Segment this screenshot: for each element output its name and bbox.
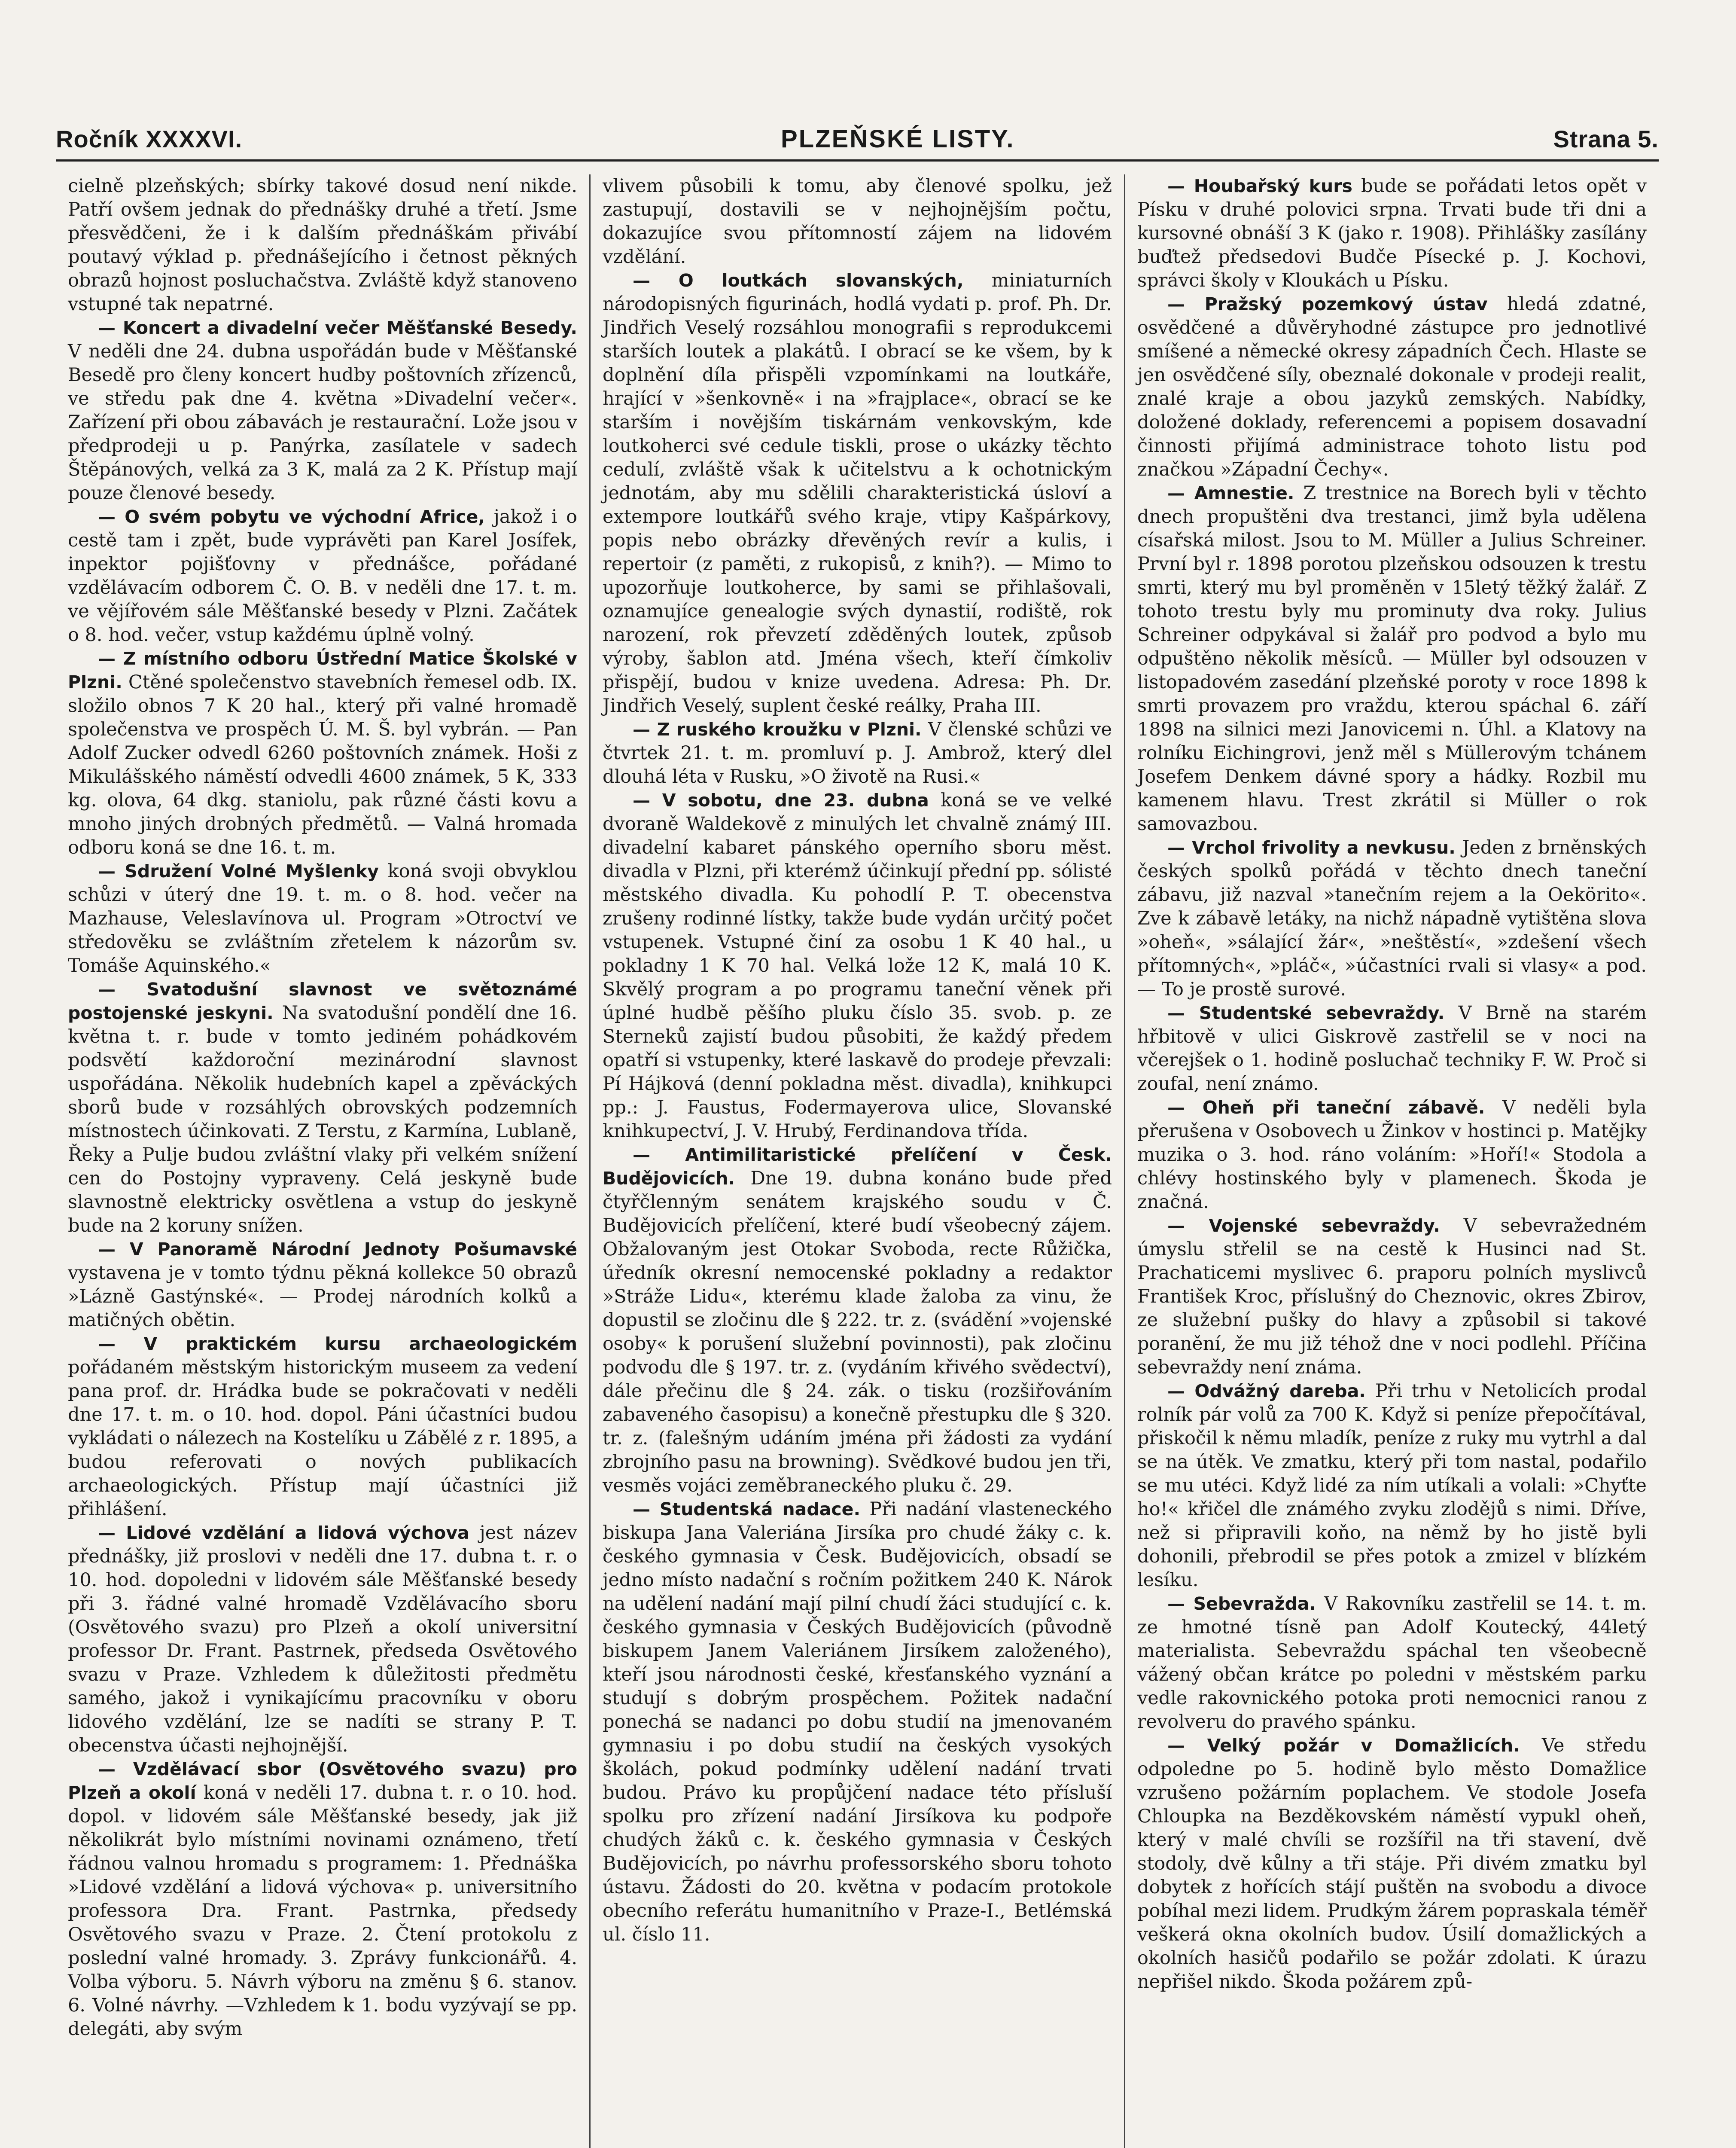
article-heading: — Sebevražda.: [1167, 1593, 1316, 1614]
article-paragraph: [1137, 482, 1647, 836]
article-heading: — Vrchol frivolity a nevkusu.: [1167, 837, 1456, 858]
article-paragraph: [603, 1498, 1112, 1947]
article-text: jest název přednášky, již proslovi v neděli dne 17. dubna t. r. o 10. hod. dopoledni v lidovém sále Měšťanské besedy při 3. řádné valné hromadě Vzdělávacího sboru (Osvětového svazu) pro Plzeň a okolí universitní professor Dr. Frant. Pastrnek, předseda Osvětového svazu v Praze. Vzhledem k důležitosti předmětu samého, jakož i vynikajícímu pracovníku v oboru lidového vzdělání, lze se nadíti se strany P. T. obecenstva účasti nejhojnější.: [68, 1522, 577, 1756]
article-text: hledá zdatné, osvědčené a důvěryhodné zástupce pro jednotlivé smíšené a německé okresy západních Čech. Hlaste se jen osvědčené síly, obeznalé dokonale v prodeji realit, znalé kraje a obou jazyků zemských. Nabídky, doložené doklady, referencemi a popisem dosavadní činnosti přijímá administrace tohoto listu pod značkou »Západní Čechy«.: [1137, 293, 1647, 480]
article-paragraph: [1137, 1379, 1647, 1592]
page-header: [56, 125, 1659, 162]
article-paragraph: [68, 1757, 577, 2041]
article-text: vystavena je v tomto týdnu pěkná kollekce 50 obrazů »Lázně Gastýnské«. — Prodej národních kolků a matičných obětin.: [68, 1262, 577, 1331]
article-heading: — Studentské sebevraždy.: [1167, 1003, 1445, 1023]
column-2: [589, 174, 1124, 2148]
article-heading: — Lidové vzdělání a lidová výchova: [98, 1523, 469, 1543]
article-text: koná v neděli 17. dubna t. r. o 10. hod. dopol. v lidovém sále Měšťanské besedy, jak již několikrát bylo místními novinami oznámeno, třetí řádnou valnou hromadu s programem: 1. Přednáška »Lidové vzdělání a lidová výchova« p. universitního professora Dra. Frant. Pastrnka, předsedy Osvětového svazu v Praze. 2. Čtení protokolu z poslední valné hromady. 3. Zprávy funkcionářů. 4. Volba výboru. 5. Návrh výboru na změnu § 6. stanov. 6. Volné návrhy. —Vzhledem k 1. bodu vyzývají se pp. delegáti, aby svým: [68, 1782, 577, 2040]
article-columns: [56, 174, 1659, 2148]
article-heading: — Svatodušní slavnost ve světoznámé postojenské jeskyni.: [68, 979, 577, 1023]
article-paragraph: [68, 860, 577, 978]
article-text: jakož i o cestě tam i zpět, bude vyprávěti pan Karel Josífek, inpektor pojišťovny v přednášce, pořádané vzdělávacím odborem Č. O. B. v neděli dne 17. t. m. ve vějířovém sále Měšťanské besedy v Plzni. Začátek o 8. hod. večer, vstup každému úplně volný.: [68, 506, 578, 646]
article-heading: — Sdružení Volné Myšlenky: [98, 861, 379, 882]
article-paragraph: [68, 316, 577, 505]
article-paragraph: [68, 505, 577, 647]
article-paragraph: [603, 789, 1112, 1143]
article-paragraph: [603, 174, 1112, 269]
article-paragraph: [1137, 293, 1647, 482]
article-text: Ve středu odpoledne po 5. hodině bylo město Domažlice vzrušeno požárním poplachem. Ve stodole Josefa Chloupka na Bezděkovském náměstí vypukl oheň, který v malé chvíli se rozšířil na tři stavení, dvě stodoly, dvě kůlny a tři stáje. Při divém zmatku byl dobytek z hořících stájí puštěn na svobodu a divoce pobíhal mezi lidem. Prudkým žárem popraskala téměř veškerá okna okolních budov. Úsilí domažlických a okolních hasičů podařilo se požár zdolati. K úrazu nepřišel nikdo. Škoda požárem způ-: [1137, 1735, 1647, 1992]
article-paragraph: [1137, 1214, 1647, 1379]
article-text: Při trhu v Netolicích prodal rolník pár volů za 700 K. Když si peníze přepočítával, přiskočil k němu mladík, peníze z ruky mu vytrhl a dal se na útěk. Ve zmatku, který při tom nastal, podařilo se mu utéci. Když lidé za ním utíkali a volali: »Chyťte ho!« křičel dle známého zvyku zlodějů s nimi. Dříve, než si připravili koňo, na němž by ho jistě byli dohonili, přebrodil se přes potok a zmizel v blízkém lesíku.: [1137, 1380, 1647, 1591]
article-text: pořádaném městským historickým museem za vedení pana prof. dr. Hrádka bude se pokračovati v neděli dne 17. t. m. o 10. hod. dopol. Páni účastníci budou vykládati o nálezech na Kostelíku u Zábělé z r. 1895, a budou referovati o nových publikacích archaeologických. Přístup mají účastníci již přihlášení.: [68, 1357, 577, 1520]
article-text: V členské schůzi ve čtvrtek 21. t. m. promluví p. J. Ambrož, který dlel dlouhá léta v Rusku, »O životě na Rusi.«: [603, 719, 1112, 787]
article-text: Při nadání vlasteneckého biskupa Jana Valeriána Jirsíka pro chudé žáky c. k. českého gymnasia v Česk. Budějovicích, obsadí se jedno místo nadační s ročním požitkem 240 K. Nárok na udělení nadání mají pilní chudí žáci studující c. k. českého gymnasia v Českých Budějovicích (původně biskupem Janem Valeriánem Jirsíkem založeného), kteří jsou národnosti české, křesťanského vyznání a studují s dobrým prospěchem. Požitek nadační ponechá se nadanci po dobu studií na jmenovaném gymnasiu i po dobu studií na českých vysokých školách, pokud podmínky udělení nadání trvati budou. Právo ku propůjčení nadace této přísluší spolku pro zřízení nadání Jirsíkova ku podpoře chudých žáků c. k. českého gymnasia v Českých Budějovicích, po návrhu professorského sboru tohoto ústavu. Žádosti do 20. května v podacím protokole obecního referátu humanitního v Praze-I., Betlémská ul. číslo 11.: [603, 1498, 1112, 1945]
article-paragraph: [1137, 1096, 1647, 1214]
article-paragraph: [68, 978, 577, 1238]
article-text: bude se pořádati letos opět v Písku v druhé polovici srpna. Trvati bude tři dni a kursovné obnáší 3 K (jako r. 1908). Přihlášky zasílány buďtež předsedovi Budče Písecké p. J. Kochovi, správci školy v Kloukách u Písku.: [1137, 175, 1647, 291]
article-paragraph: [68, 1238, 577, 1332]
article-heading: — V sobotu, dne 23. dubna: [633, 790, 929, 811]
article-heading: — O loutkách slovanských,: [633, 270, 964, 291]
article-heading: — Vzdělávací sbor (Osvětového svazu) pro Plzeň a okolí: [68, 1759, 577, 1803]
article-text: cielně plzeňských; sbírky takové dosud není nikde. Patří ovšem jednak do přednášky druhé a třetí. Jsme přesvědčeni, že i k dalším přednáškám přivábí poutavý výklad p. přednášejícího i četnost pěkných obrazů hojnost posluchačstva. Zvláště když stanoveno vstupné tak nepatrné.: [68, 175, 577, 315]
article-heading: — Studentská nadace.: [633, 1499, 861, 1519]
volume-label: Ročník XXXXVI.: [56, 125, 243, 153]
article-paragraph: [603, 718, 1112, 789]
article-text: vlivem působili k tomu, aby členové spolku, jež zastupují, dostavili se v nejhojnějším počtu, dokazujíce svou přítomností zájem na lidovém vzdělání.: [603, 175, 1112, 268]
page-number: Strana 5.: [1553, 125, 1659, 153]
column-3: [1124, 174, 1659, 2148]
article-text: Z trestnice na Borech byli v těchto dnech propuštěni dva trestanci, jimž byla udělena císařská milost. Jsou to M. Müller a Julius Schreiner. První byl r. 1898 porotou plzeňskou odsouzen k trestu smrti, který mu byl proměněn v 15letý těžký žalář. Z tohoto trestu byly mu prominuty dva roky. Julius Schreiner odpykával si žalář pro podvod a bylo mu odpuštěno několik měsíců. — Müller byl odsouzen v listopadovém zasedání plzeňské poroty v roce 1898 k smrti provazem pro vraždu, kterou spáchal 6. září 1898 na silnici mezi Janovicemi n. Úhl. a Klatovy na rolníku Eichingrovi, jenž měl s Müllerovým tchánem Josefem Denkem dávné spory a hádky. Rozbil mu kamenem hlavu. Trest zkrátil si Müller o rok samovazbou.: [1137, 482, 1647, 835]
article-text: koná svoji obvyklou schůzi v úterý dne 19. t. m. o 8. hod. večer na Mazhause, Veleslavínova ul. Program »Otroctví ve středověku se zvláštním zřetelem k názorům sv. Tomáše Aquinského.«: [68, 860, 577, 976]
article-paragraph: [1137, 1734, 1647, 1994]
article-paragraph: [68, 647, 577, 860]
article-heading: — Amnestie.: [1167, 483, 1294, 503]
article-heading: — V Panoramě Národní Jednoty Pošumavské: [98, 1239, 577, 1260]
article-paragraph: [1137, 174, 1647, 293]
article-text: miniaturních národopisných figurinách, hodlá vydati p. prof. Ph. Dr. Jindřich Veselý rozsáhlou monografii s reprodukcemi starších loutek a plakátů. I obrací se ke všem, by k doplnění díla přispěli vzpomínkami na loutkáře, hrající v »šenkovně« i na »frajplace«, obrací se ke starším i novějším tiskárnám venkovským, kde loutkoherci své cedule tiskli, prose o ukázky těchto cedulí, zvláště však k učitelstvu a k ochotnickým jednotám, aby mu sdělili charakteristická úsloví a extempore loutkářů svého kraje, vtipy Kašpárkovy, popis nebo obrázky dřevěných revír a kulis, i repertoir (z paměti, z rukopisů, z knih?). — Mimo to upozorňuje loutkoherce, by sami se přihlašovali, oznamujíce genealogie svých dynastií, rodiště, rok narození, rok převzetí zděděných loutek, způsob výroby, šablon atd. Jména všech, kteří čímkoliv přispějí, budou v knize uvedena. Adresa: Ph. Dr. Jindřich Veselý, suplent české reálky, Praha III.: [603, 270, 1112, 717]
article-heading: — Odvážný dareba.: [1167, 1381, 1366, 1401]
article-heading: — Vojenské sebevraždy.: [1167, 1215, 1440, 1236]
article-paragraph: [1137, 836, 1647, 1001]
article-paragraph: [68, 174, 577, 316]
article-text: Ctěné společenstvo stavebních řemesel odb. IX. složilo obnos 7 K 20 hal., který při valné hromadě společenstva ve prospěch Ú. M. Š. byl vybrán. — Pan Adolf Zucker odvedl 6260 poštovních známek. Hoši z Mikulášského náměstí odvedli 4600 známek, 5 K, 333 kg. olova, 64 dkg. staniolu, pak různé části kovu a mnoho jiných drobných předmětů. — Valná hromada odboru koná se dne 16. t. m.: [68, 671, 577, 858]
article-heading: — V praktickém kursu archaeologickém: [98, 1333, 577, 1354]
article-text: koná se ve velké dvoraně Waldekově z minulých let chvalně známý III. divadelní kabaret pánského operního sboru měst. divadla v Plzni, při kterémž účinkují přední pp. sólisté městského divadla. Ku pohodlí P. T. obecenstva zrušeny rodinné lístky, takže bude vydán určitý počet vstupenek. Vstupné činí za osobu 1 K 40 hal., u pokladny 1 K 70 hal. Velká lože 12 K, malá 10 K. Skvělý program a po programu taneční věnek při úplné hudbě pěšího pluku číslo 35. svob. p. ze Sterneků zajistí budou působiti, že každý předem opatří si vstupenky, které laskavě do prodeje převzali: Pí Hájková (denní pokladna měst. divadla), knihkupci pp.: J. Faustus, Fodermayerova ulice, Slovanské knihkupectví, J. V. Hrubý, Ferdinandova třída.: [603, 790, 1112, 1142]
masthead-title: PLZEŇSKÉ LISTY.: [781, 125, 1015, 153]
article-paragraph: [603, 269, 1112, 718]
article-heading: — Z místního odboru Ústřední Matice Školské v Plzni.: [68, 648, 577, 693]
article-heading: — Koncert a divadelní večer Měšťanské Besedy.: [98, 317, 577, 338]
article-heading: — Antimilitaristické přelíčení v Česk. Budějovicích.: [603, 1144, 1112, 1189]
article-paragraph: [1137, 1592, 1647, 1734]
article-heading: — Velký požár v Domažlicích.: [1167, 1735, 1520, 1756]
article-text: V neděli byla přerušena v Osobovech u Žinkov v hostinci p. Matějky muzika o 3. hod. ráno voláním: »Hoří!« Stodola a chlévy hostinského byly v plamenech. Škoda je značná.: [1137, 1097, 1647, 1213]
column-1: [56, 174, 589, 2148]
article-text: V neděli dne 24. dubna uspořádán bude v Měšťanské Besedě pro členy koncert hudby poštovních zřízenců, ve středu pak dne 4. května »Divadelní večer«. Zařízení při obou zábavách je restaurační. Lože jsou v předprodeji u p. Panýrka, zasílatele v sadech Štěpánových, velká za 3 K, malá za 2 K. Přístup mají pouze členové besedy.: [68, 341, 577, 504]
article-paragraph: [1137, 1001, 1647, 1096]
article-text: Jeden z brněnských českých spolků pořádá v těchto dnech taneční zábavu, již nazval »tanečním rejem a la Oekörito«. Zve k zábavě letáky, na nichž nápadně vytištěna slova »oheň«, »sálající žár«, »neštěstí«, »zdešení všech přítomných«, »pláč«, »účastníci rvali si vlasy« a pod. — To je prostě surové.: [1137, 837, 1647, 1000]
article-heading: — O svém pobytu ve východní Africe,: [98, 506, 485, 527]
article-text: V Brně na starém hřbitově v ulici Giskrově zastřelil se v noci na včerejšek o 1. hodině posluchač techniky F. W. Proč si zoufal, není známo.: [1137, 1002, 1647, 1095]
article-text: V sebevražedném úmyslu střelil se na cestě k Husinci nad St. Prachaticemi myslivec 6. praporu polních myslivců František Kroc, příslušný do Cheznovic, okres Zbirov, ze služební pušky do hlavy a způsobil si takové poranění, že mu již téhož dne v noci podlehl. Příčina sebevraždy není známa.: [1137, 1215, 1647, 1378]
article-paragraph: [68, 1521, 577, 1757]
article-heading: — Oheň při taneční zábavě.: [1167, 1097, 1485, 1118]
article-text: Na svatodušní pondělí dne 16. května t. r. bude v tomto jediném pohádkovém podsvětí každoroční mezinárodní slavnost uspořádána. Několik hudebních kapel a zpěváckých sborů bude v rozsáhlých obrovských podzemních místnostech účinkovati. Z Terstu, z Karmína, Lublaně, Řeky a Pulje budou zvláštní vlaky při velkém snížení cen do Postojny vypraveny. Celá jeskyně bude slavnostně elektricky osvětlena a vstup do jeskyně bude na 2 koruny snížen.: [68, 1002, 578, 1236]
article-paragraph: [68, 1332, 577, 1521]
article-text: V Rakovníku zastřelil se 14. t. m. ze hmotné tísně pan Adolf Koutecký, 44letý materialista. Sebevraždu spáchal ten všeobecně vážený občan krátce po poledni v městském parku vedle rakovnického potoka proti nemocnici ranou z revolveru do pravého spánku.: [1137, 1593, 1647, 1733]
article-heading: — Houbařský kurs: [1167, 176, 1352, 196]
article-paragraph: [603, 1143, 1112, 1498]
article-heading: — Pražský pozemkový ústav: [1167, 294, 1488, 314]
article-heading: — Z ruského kroužku v Plzni.: [633, 719, 922, 740]
article-text: Dne 19. dubna konáno bude před čtyřčlenným senátem krajského soudu v Č. Budějovicích přelíčení, které budí všeobecný zájem. Obžalovaným jest Otokar Svoboda, recte Růžička, úředník okresní nemocenské pokladny a redaktor »Stráže Lidu«, kterému klade žaloba za vinu, že dopustil se zločinu dle § 222. tr. z. (svádění »vojenské osoby« k porušení služební povinnosti), pak zločinu podvodu dle § 197. tr. z. (vydáním křivého svědectví), dále přečinu dle § 24. zák. o tisku (rozšiřováním zabaveného časopisu) a konečně přestupku dle § 320. tr. z. (falešným udáním jména při žádosti za vydání zbrojního pasu na browning). Svědkové budou jen tři, vesměs vojáci zeměbraneckého pluku č. 29.: [603, 1168, 1112, 1496]
